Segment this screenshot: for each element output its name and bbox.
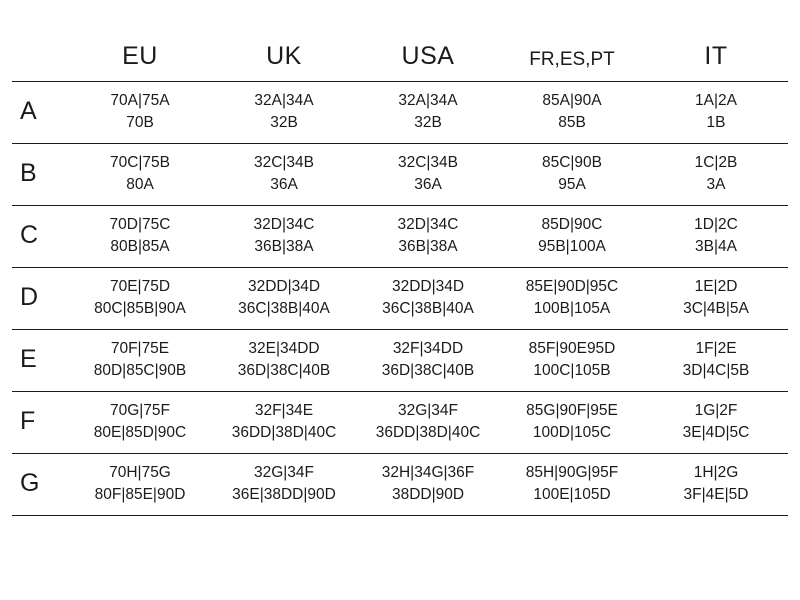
cell-fr-es-pt	[500, 206, 644, 268]
cell-usa	[356, 392, 500, 454]
cell-line: 36C|38B|40A	[382, 300, 474, 317]
cup-label: B	[12, 144, 68, 206]
cell-line: 100B|105A	[533, 300, 611, 317]
cell-line: 32C|34B	[397, 154, 459, 171]
cell-line: 32G|34F	[397, 402, 459, 419]
cell-line: 36C|38B|40A	[238, 300, 330, 317]
table-header	[12, 42, 788, 82]
cell-it	[644, 392, 788, 454]
cell-line: 32B	[270, 114, 298, 131]
cell-line: 85E|90D|95C	[525, 278, 619, 295]
cell-line: 100E|105D	[533, 486, 611, 503]
cell-line: 36D|38C|40B	[381, 362, 475, 379]
header-region-eu: EU	[122, 42, 158, 70]
cell-line: 85F|90E95D	[528, 340, 616, 357]
cell-line: 36A	[414, 176, 442, 193]
cell-line: 70A|75A	[110, 92, 170, 109]
cell-uk	[212, 82, 356, 144]
cell-uk	[212, 454, 356, 516]
cell-line: 32G|34F	[253, 464, 315, 481]
cell-line: 32B	[414, 114, 442, 131]
cell-eu	[68, 82, 212, 144]
cell-uk	[212, 392, 356, 454]
header-region-it: IT	[704, 42, 728, 70]
cell-line: 36A	[270, 176, 298, 193]
cell-line: 70B	[126, 114, 154, 131]
cell-line: 95B|100A	[538, 238, 606, 255]
cell-uk	[212, 144, 356, 206]
cell-line: 3A	[706, 176, 726, 193]
cup-label: G	[12, 454, 68, 516]
header-region-uk: UK	[266, 42, 302, 70]
cell-fr-es-pt	[500, 330, 644, 392]
cell-line: 85A|90A	[542, 92, 602, 109]
cell-usa	[356, 82, 500, 144]
cell-line: 85H|90G|95F	[525, 464, 619, 481]
header-region-usa: USA	[401, 42, 455, 70]
cell-line: 80B|85A	[110, 238, 170, 255]
cell-line: 36DD|38D|40C	[231, 424, 337, 441]
cell-line: 3E|4D|5C	[682, 424, 750, 441]
cell-line: 80C|85B|90A	[94, 300, 186, 317]
cell-line: 32F|34E	[254, 402, 314, 419]
cell-usa	[356, 144, 500, 206]
cell-line: 95A	[558, 176, 586, 193]
cup-label: A	[12, 82, 68, 144]
cell-line: 1H|2G	[693, 464, 739, 481]
cell-line: 3D|4C|5B	[682, 362, 750, 379]
cell-line: 32DD|34D	[247, 278, 321, 295]
cell-it	[644, 454, 788, 516]
cell-line: 1D|2C	[694, 216, 738, 233]
cell-line: 100D|105C	[532, 424, 612, 441]
cell-it	[644, 82, 788, 144]
cell-eu	[68, 330, 212, 392]
header-row	[12, 42, 788, 82]
cell-usa	[356, 206, 500, 268]
bra-size-conversion-table	[12, 42, 788, 516]
cell-line: 32C|34B	[253, 154, 315, 171]
cell-line: 3F|4E|5D	[683, 486, 749, 503]
cell-line: 32DD|34D	[391, 278, 465, 295]
table-body	[12, 82, 788, 516]
cell-line: 36E|38DD|90D	[232, 486, 336, 503]
cell-line: 32A|34A	[398, 92, 458, 109]
table-row	[12, 268, 788, 330]
cell-line: 38DD|90D	[391, 486, 465, 503]
cell-uk	[212, 330, 356, 392]
cell-line: 1B	[706, 114, 726, 131]
cell-line: 85D|90C	[541, 216, 603, 233]
cell-it	[644, 144, 788, 206]
cup-label: D	[12, 268, 68, 330]
cell-line: 70E|75D	[109, 278, 171, 295]
cell-line: 1A|2A	[695, 92, 737, 109]
cell-line: 36D|38C|40B	[237, 362, 331, 379]
cell-line: 32H|34G|36F	[381, 464, 475, 481]
cell-fr-es-pt	[500, 392, 644, 454]
cell-eu	[68, 268, 212, 330]
cell-line: 85B	[558, 114, 586, 131]
cell-line: 70G|75F	[109, 402, 171, 419]
table-row	[12, 144, 788, 206]
cell-fr-es-pt	[500, 454, 644, 516]
cup-label: E	[12, 330, 68, 392]
table-row	[12, 330, 788, 392]
cell-eu	[68, 144, 212, 206]
cell-line: 1E|2D	[694, 278, 738, 295]
cell-line: 32F|34DD	[392, 340, 464, 357]
cell-line: 32D|34C	[253, 216, 315, 233]
cell-line: 80F|85E|90D	[94, 486, 186, 503]
table-row	[12, 454, 788, 516]
cell-line: 36DD|38D|40C	[375, 424, 481, 441]
cell-line: 85G|90F|95E	[526, 402, 618, 419]
cell-uk	[212, 206, 356, 268]
cup-label: C	[12, 206, 68, 268]
cell-eu	[68, 454, 212, 516]
cell-it	[644, 268, 788, 330]
cell-eu	[68, 206, 212, 268]
cell-usa	[356, 454, 500, 516]
cell-it	[644, 206, 788, 268]
cell-line: 80A	[126, 176, 154, 193]
cell-line: 3B|4A	[695, 238, 737, 255]
cup-label: F	[12, 392, 68, 454]
header-corner	[12, 42, 68, 82]
cell-line: 32D|34C	[397, 216, 459, 233]
cell-line: 85C|90B	[541, 154, 603, 171]
cell-line: 32E|34DD	[248, 340, 320, 357]
cell-line: 80D|85C|90B	[93, 362, 187, 379]
table-row	[12, 206, 788, 268]
cell-usa	[356, 330, 500, 392]
cell-usa	[356, 268, 500, 330]
header-region-fr-es-pt: FR,ES,PT	[529, 49, 615, 70]
cell-line: 100C|105B	[533, 362, 611, 379]
cell-line: 1G|2F	[694, 402, 738, 419]
cell-line: 1F|2E	[695, 340, 737, 357]
cell-fr-es-pt	[500, 82, 644, 144]
table-row	[12, 82, 788, 144]
cell-line: 1C|2B	[694, 154, 738, 171]
table-row	[12, 392, 788, 454]
cell-it	[644, 330, 788, 392]
cell-fr-es-pt	[500, 268, 644, 330]
cell-line: 36B|38A	[398, 238, 458, 255]
cell-line: 36B|38A	[254, 238, 314, 255]
cell-eu	[68, 392, 212, 454]
cell-line: 70H|75G	[109, 464, 171, 481]
cell-line: 80E|85D|90C	[93, 424, 187, 441]
cell-line: 70D|75C	[109, 216, 171, 233]
cell-fr-es-pt	[500, 144, 644, 206]
cell-line: 32A|34A	[254, 92, 314, 109]
cell-line: 3C|4B|5A	[683, 300, 749, 317]
cell-line: 70F|75E	[110, 340, 170, 357]
cell-uk	[212, 268, 356, 330]
cell-line: 70C|75B	[109, 154, 171, 171]
